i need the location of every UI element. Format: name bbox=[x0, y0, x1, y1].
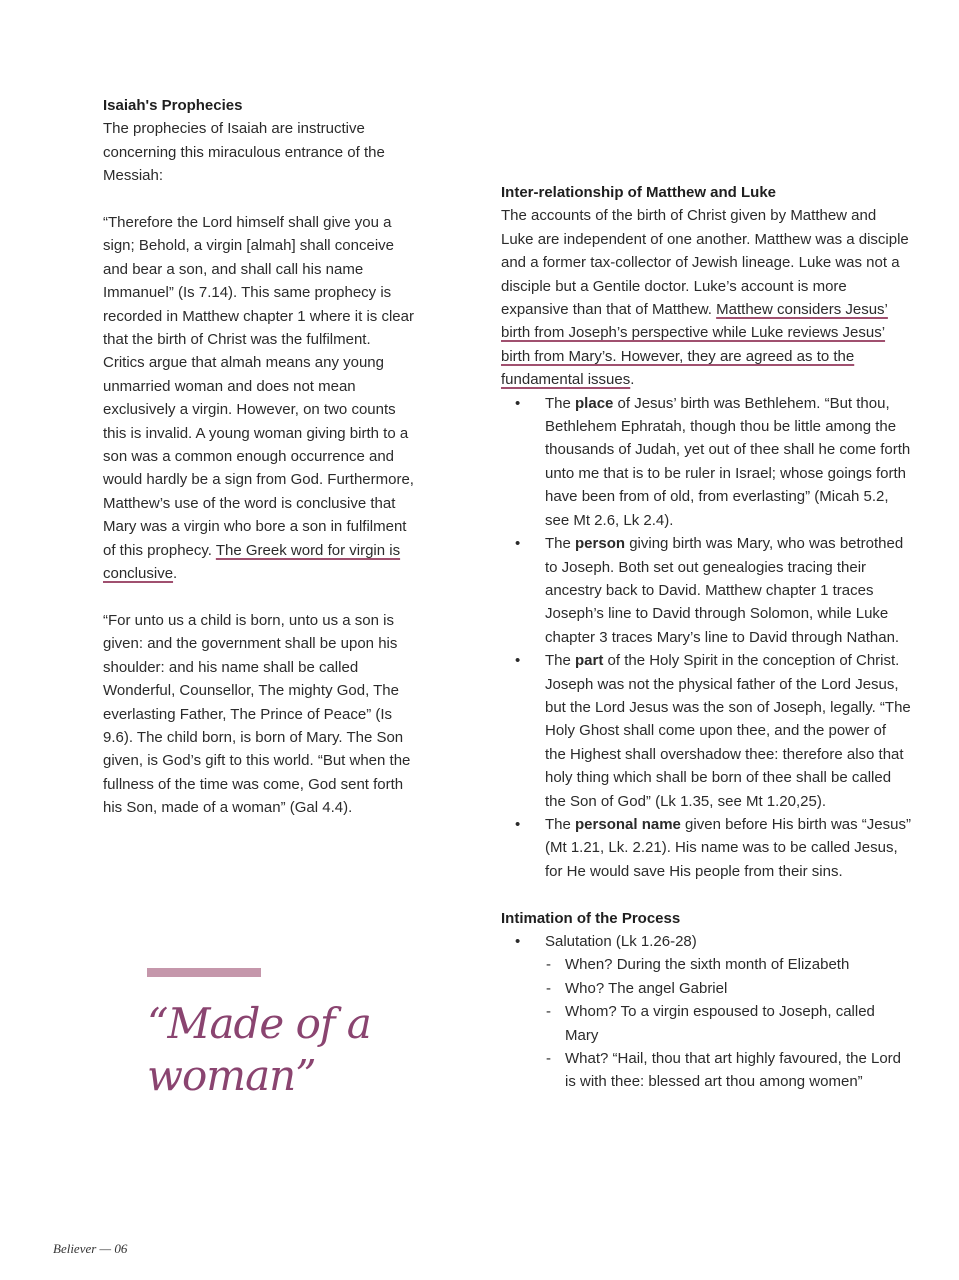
right-column bbox=[501, 181, 911, 1094]
sub-list-item: - Whom? To a virgin espoused to Joseph, called Mary bbox=[545, 1000, 911, 1047]
paragraph-end: . bbox=[630, 371, 635, 389]
section-heading-matthew-luke: Inter-relationship of Matthew and Luke bbox=[501, 184, 777, 201]
item-text: The bbox=[545, 535, 576, 553]
item-text: of the Holy Spirit in the conception of Christ. Joseph was not the physical father of the Lord Jesus, but the Lord Jesus was the son of Joseph, legally. “The Holy Ghost shall come upon thee, and the power of the Highest shall overshadow thee: therefore also that holy thing which shall be born of thee shall be called the Son of God” (Lk 1.35, see Mt 1.20,25). bbox=[545, 652, 911, 810]
list-item bbox=[501, 813, 911, 883]
left-column bbox=[103, 94, 415, 820]
item-text: The bbox=[545, 815, 576, 833]
sub-list-item: - When? During the sixth month of Elizabeth bbox=[545, 953, 911, 976]
list-item bbox=[501, 532, 911, 649]
sub-list bbox=[545, 953, 911, 1093]
item-text: The bbox=[545, 652, 576, 670]
intro-paragraph bbox=[501, 204, 911, 391]
section-heading-isaiah: Isaiah's Prophecies bbox=[103, 97, 243, 114]
sub-list-item: - Who? The angel Gabriel bbox=[545, 977, 911, 1000]
section-heading-process: Intimation of the Process bbox=[501, 909, 681, 927]
item-keyword: place bbox=[575, 394, 614, 412]
birth-facts-list bbox=[501, 392, 911, 884]
item-text: of Jesus’ birth was Bethlehem. “But thou, Bethlehem Ephratah, though thou be little among the thousands of Judah, yet out of thee shall he come forth unto me that is to be ruler in Israel; whose goings forth have been from of old, from everlasting” (Micah 5.2, see Mt 2.6, Lk 2.4). bbox=[545, 394, 911, 529]
pull-quote: “Made of a woman” bbox=[147, 999, 371, 1100]
page-footer: Believer — 06 bbox=[53, 1241, 128, 1256]
list-item bbox=[501, 649, 911, 813]
item-keyword: person bbox=[575, 535, 626, 553]
sub-list-item: - What? “Hail, thou that art highly favoured, the Lord is with thee: blessed art thou among women” bbox=[545, 1047, 911, 1094]
item-text: giving birth was Mary, who was betrothed to Joseph. Both set out genealogies tracing their ancestry back to David. Matthew chapter 1 traces Joseph’s line to David through Solomon, while Luke chapter 3 traces Mary’s line to David through Nathan. bbox=[545, 535, 904, 646]
paragraph-text: “Therefore the Lord himself shall give you a sign; Behold, a virgin [almah] shall conceive and bear a son, and shall call his name Immanuel” (Is 7.14). This same prophecy is recorded in Matthew chapter 1 where it is clear that the birth of Christ was the fulfilment. Critics argue that almah means any young unmarried woman and does not mean exclusively a virgin. However, on two counts this is invalid. A young woman giving birth to a son was a common enough occurrence and would hardly be a sign from God. Furthermore, Matthew’s use of the word is conclusive that Mary was a virgin who bore a son in fulfilment of this prophecy. bbox=[103, 214, 414, 559]
item-text: The bbox=[545, 394, 576, 412]
underlined-text: The Greek word for virgin is conclusive bbox=[103, 541, 401, 583]
item-keyword: part bbox=[575, 652, 604, 670]
underlined-text: Matthew considers Jesus’ birth from Joseph’s perspective while Luke reviews Jesus’ birth from Mary’s. However, they are agreed as to the fundamental issues bbox=[501, 301, 888, 389]
list-item bbox=[501, 930, 911, 1094]
paragraph-text: The accounts of the birth of Christ given by Matthew and Luke are independent of one another. Matthew was a disciple and a former tax-collector of Jewish lineage. Luke was not a disciple but a Gentile doctor. Luke’s account is more expansive than that of Matthew. bbox=[501, 207, 909, 319]
quote-accent-bar bbox=[147, 968, 261, 977]
process-list bbox=[501, 930, 911, 1094]
item-text: given before His birth was “Jesus” (Mt 1.21, Lk. 2.21). His name was to be called Jesus, for He would save His people from their sins. bbox=[545, 815, 911, 880]
paragraph-end: . bbox=[173, 565, 178, 583]
list-item bbox=[501, 392, 911, 532]
item-keyword: personal name bbox=[575, 815, 681, 833]
intro-paragraph: The prophecies of Isaiah are instructive concerning this miraculous entrance of the Messiah: bbox=[103, 120, 385, 185]
paragraph-child-born: “For unto us a child is born, unto us a son is given: and the government shall be upon his shoulder: and his name shall be called Wonderful, Counsellor, The mighty God, The everlasting Father, The Prince of Peace” (Is 9.6). The child born, is born of Mary. The Son given, is God’s gift to this world. “But when the fullness of the time was come, God sent forth his Son, made of a woman” (Gal 4.4). bbox=[103, 611, 411, 817]
item-text: Salutation (Lk 1.26-28) bbox=[545, 932, 697, 950]
paragraph-immanuel bbox=[103, 211, 415, 586]
